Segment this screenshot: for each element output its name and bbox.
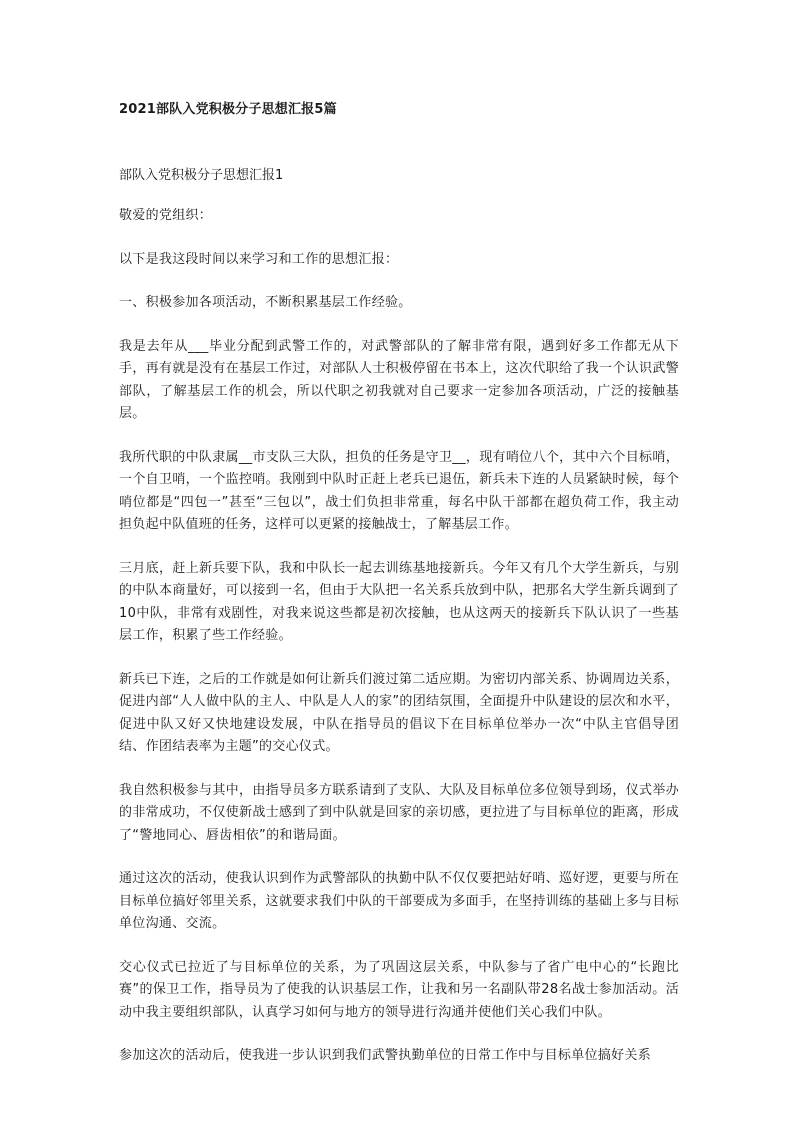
body-paragraph: 我是去年从___毕业分配到武警工作的，对武警部队的了解非常有限，遇到好多工作都无从下手，再有就是没有在基层工作过，对部队人士积极停留在书本上，这次代职给了我一个认识武警部队，了解基层工作的机会，所以代职之初我就对自己要求一定参加各项活动，广泛的接触基层。 [119, 338, 679, 421]
intro-paragraph: 以下是我这段时间以来学习和工作的思想汇报： [119, 251, 399, 267]
document-title: 2021部队入党积极分子思想汇报5篇 [119, 102, 337, 117]
document-body [119, 205, 679, 1089]
body-paragraph: 三月底，赶上新兵要下队，我和中队长一起去训练基地接新兵。今年又有几个大学生新兵，与别的中队本商量好，可以接到一名，但由于大队把一名关系兵放到中队，把那名大学生新兵调到了10中队，非常有戏剧性，对我来说这些都是初次接触，也从这两天的接新兵下队认识了一些基层工作，积累了些工作经验。 [119, 560, 679, 643]
body-paragraph: 新兵已下连，之后的工作就是如何让新兵们渡过第二适应期。为密切内部关系、协调周边关系，促进内部“人人做中队的主人、中队是人人的家”的团结氛围，全面提升中队建设的层次和水平，促进中队又好又快地建设发展，中队在指导员的倡议下在目标单位举办一次“中队主官倡导团结、作团结表率为主题”的交心仪式。 [119, 671, 679, 754]
salutation: 敬爱的党组织： [119, 208, 213, 223]
body-paragraph: 通过这次的活动，使我认识到作为武警部队的执勤中队不仅仅要把站好哨、巡好逻，更要与所在目标单位搞好邻里关系，这就要求我们中队的干部要成为多面手，在坚持训练的基础上多与目标单位沟通、交流。 [119, 871, 679, 931]
body-paragraph: 交心仪式已拉近了与目标单位的关系，为了巩固这层关系，中队参与了省广电中心的“长跑比赛”的保卫工作，指导员为了使我的认识基层工作，让我和另一名副队带28名战士参加活动。活动中我主要组织部队，认真学习如何与地方的领导进行沟通并使他们关心我们中队。 [119, 959, 679, 1020]
section-one-heading: 一、积极参加各项活动，不断积累基层工作经验。 [119, 295, 412, 310]
body-paragraph: 我所代职的中队隶属__市支队三大队，担负的任务是守卫__，现有哨位八个，其中六个目标哨，一个自卫哨，一个监控哨。我刚到中队时正赶上老兵已退伍，新兵未下连的人员紧缺时候，每个哨位都是“四包一”甚至“三包以”，战士们负担非常重，每名中队干部都在超负荷工作，我主动担负起中队值班的任务，这样可以更紧的接触战士，了解基层工作。 [119, 449, 679, 532]
body-paragraph: 我自然积极参与其中，由指导员多方联系请到了支队、大队及目标单位多位领导到场，仪式举办的非常成功，不仅使新战士感到了到中队就是回家的亲切感，更拉进了与目标单位的距离，形成了“警地同心、唇齿相依”的和谐局面。 [119, 782, 679, 843]
body-paragraph: 参加这次的活动后，使我进一步认识到我们武警执勤单位的日常工作中与目标单位搞好关系 [119, 1048, 652, 1063]
section-heading: 部队入党积极分子思想汇报1 [119, 168, 284, 183]
